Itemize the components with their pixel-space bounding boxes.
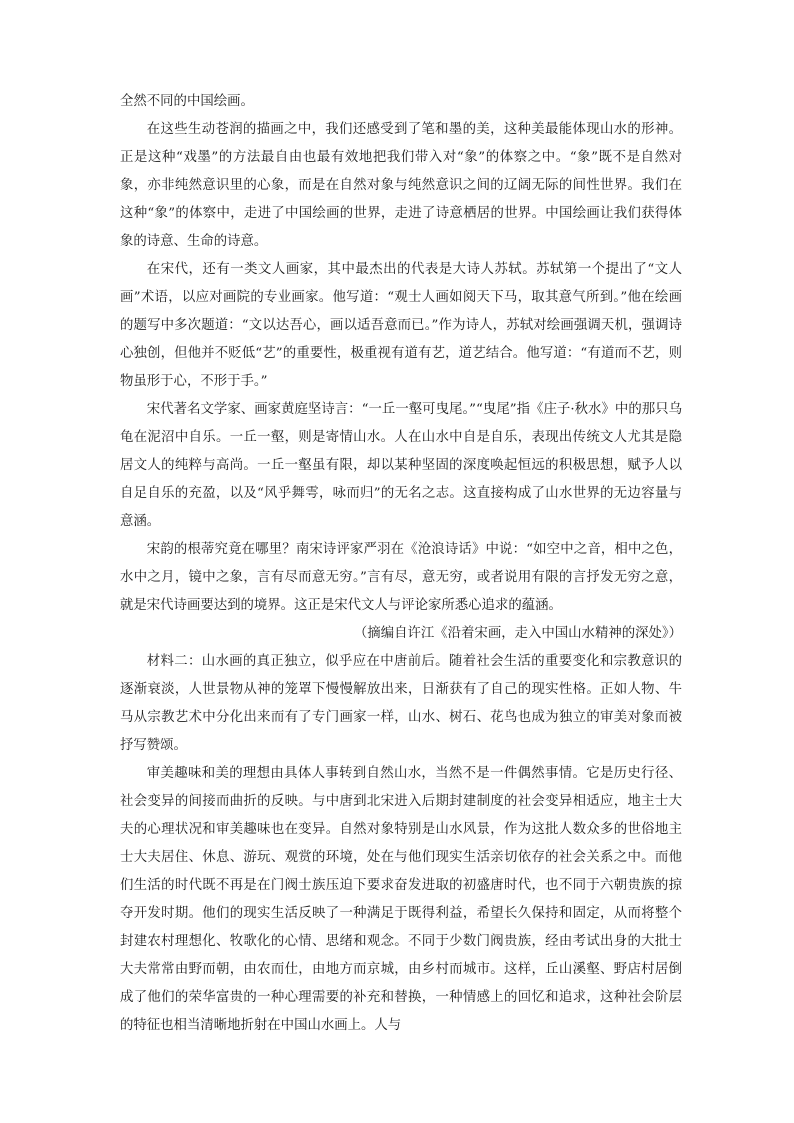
paragraph-song-charm: 宋韵的根蒂究竟在哪里？南宋诗评家严羽在《沧浪诗话》中说：“如空中之音，相中之色，水中之月，镜中之象，言有尽而意无穷。”言有尽，意无穷，或者说用有限的言抒发无穷之意，就是宋代诗画要达到的境界。这正是宋代文人与评论家所悉心追求的蕴涵。 — [120, 542, 682, 613]
source-citation: （摘编自许江《沿着宋画，走入中国山水精神的深处》） — [353, 626, 682, 641]
paragraph-su-shi: 在宋代，还有一类文人画家，其中最杰出的代表是大诗人苏轼。苏轼第一个提出了“文人画”术语，以应对画院的专业画家。他写道：“观士人画如阅天下马，取其意气所到。”他在绘画的题写中多次题道：“文以达吾心，画以适吾意而已。”作为诗人，苏轼对绘画强调天机，强调诗心独创，但他并不贬低“艺”的重要性，极重视有道有艺，道艺结合。他写道：“有道而不艺，则物虽形于心，不形于手。” — [120, 262, 682, 389]
paragraph-aesthetic-taste: 审美趣味和美的理想由具体人事转到自然山水，当然不是一件偶然事情。它是历史行径、社会变异的间接而曲折的反映。与中唐到北宋进入后期封建制度的社会变异相适应，地主士大夫的心理状况和审美趣味也在变异。自然对象特别是山水风景，作为这批人数众多的世俗地主士大夫居住、休息、游玩、观赏的环境，处在与他们现实生活亲切依存的社会关系之中。而他们生活的时代既不再是在门阀士族压迫下要求奋发进取的初盛唐时代，也不同于六朝贵族的掠夺开发时期。他们的现实生活反映了一种满足于既得利益，希望长久保持和固定，从而将整个封建农村理想化、牧歌化的心情、思绪和观念。不同于少数门阀贵族，经由考试出身的大批士大夫常常由野而朝，由农而仕，由地方而京城，由乡村而城市。这样，丘山溪壑、野店村居倒成了他们的荣华富贵的一种心理需要的补充和替换，一种情感上的回忆和追求，这种社会阶层的特征也相当清晰地折射在中国山水画上。人与 — [120, 766, 682, 1033]
paragraph-ink-and-brush: 在这些生动苍润的描画之中，我们还感受到了笔和墨的美，这种美最能体现山水的形神。正是这种“戏墨”的方法最自由也最有效地把我们带入对“象”的体察之中。“象”既不是自然对象，亦非纯然意识里的心象，而是在自然对象与纯然意识之间的辽阔无际的间性世界。我们在这种“象”的体察中，走进了中国绘画的世界，走进了诗意栖居的世界。中国绘画让我们获得体象的诗意、生命的诗意。 — [120, 122, 682, 249]
document-page — [120, 88, 682, 1040]
paragraph-continuation: 全然不同的中国绘画。 — [120, 94, 254, 109]
paragraph-huang-tingjian: 宋代著名文学家、画家黄庭坚诗言：“一丘一壑可曳尾。”“曳尾”指《庄子·秋水》中的那只乌龟在泥沼中自乐。一丘一壑，则是寄情山水。人在山水中自是自乐，表现出传统文人尤其是隐居文人的纯粹与高尚。一丘一壑虽有限，却以某种坚固的深度唤起恒远的积极思想，赋予人以自足自乐的充盈，以及“风乎舞雩，咏而归”的无名之志。这直接构成了山水世界的无边容量与意涵。 — [120, 402, 682, 529]
paragraph-material-two: 材料二：山水画的真正独立，似乎应在中唐前后。随着社会生活的重要变化和宗教意识的逐渐衰淡，人世景物从神的笼罩下慢慢解放出来，日渐获有了自己的现实性格。正如人物、牛马从宗教艺术中分化出来而有了专门画家一样，山水、树石、花鸟也成为独立的审美对象而被抒写赞颂。 — [120, 654, 682, 753]
